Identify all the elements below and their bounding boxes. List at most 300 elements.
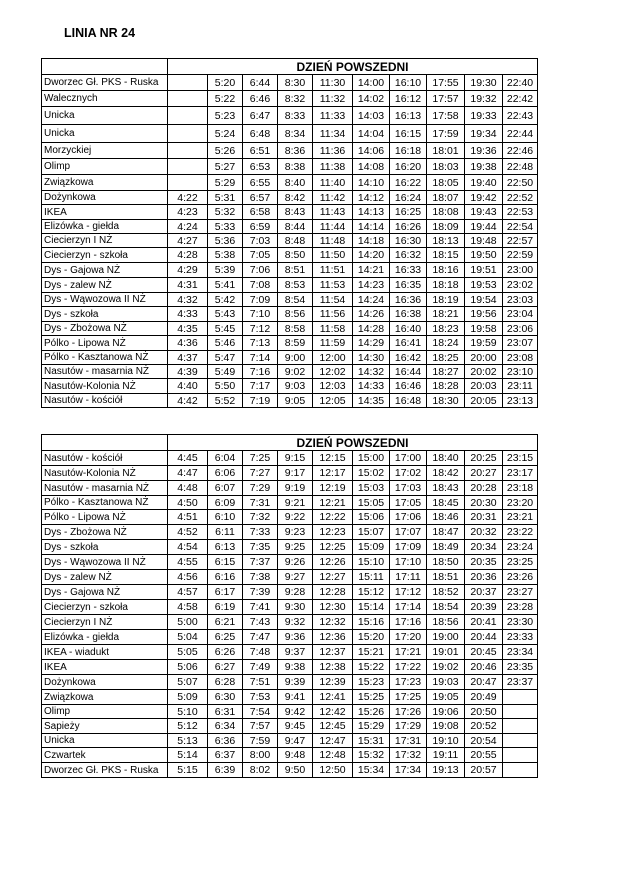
departure-time: 5:49 [208, 365, 243, 379]
departure-time: 6:25 [208, 630, 243, 645]
page-title: LINIA NR 24 [64, 26, 136, 40]
departure-time: 17:16 [390, 615, 427, 630]
departure-time: 19:59 [465, 336, 503, 351]
departure-time: 20:57 [465, 763, 503, 778]
table-row [42, 540, 538, 555]
departure-time: 15:20 [353, 630, 390, 645]
stop-name: Dys - Zbożowa NŻ [42, 322, 168, 336]
departure-time: 7:37 [243, 555, 278, 570]
departure-time: 6:37 [208, 748, 243, 763]
departure-time: 22:52 [503, 191, 538, 205]
departure-time: 15:05 [353, 496, 390, 510]
departure-time: 6:27 [208, 660, 243, 675]
departure-time: 6:07 [208, 481, 243, 496]
departure-time: 16:15 [390, 125, 427, 143]
departure-time: 19:32 [465, 91, 503, 107]
departure-time: 18:30 [427, 394, 465, 408]
departure-time: 6:48 [243, 125, 278, 143]
departure-time: 15:11 [353, 570, 390, 585]
departure-time: 22:43 [503, 107, 538, 125]
table-row [42, 263, 538, 278]
departure-time: 20:41 [465, 615, 503, 630]
departure-time: 7:25 [243, 451, 278, 466]
departure-time: 12:42 [313, 705, 353, 719]
departure-time [503, 748, 538, 763]
departure-time: 5:04 [168, 630, 208, 645]
departure-time: 18:54 [427, 600, 465, 615]
stop-name: Ciecierzyn I NŻ [42, 615, 168, 630]
departure-time: 6:53 [243, 159, 278, 175]
departure-time: 23:21 [503, 510, 538, 525]
departure-time: 19:33 [465, 107, 503, 125]
departure-time: 11:43 [313, 205, 353, 220]
departure-time: 5:50 [208, 379, 243, 394]
departure-time: 15:25 [353, 690, 390, 705]
departure-time: 12:39 [313, 675, 353, 690]
departure-time [503, 719, 538, 734]
departure-time: 9:41 [278, 690, 313, 705]
table-row [42, 351, 538, 365]
departure-time: 11:53 [313, 278, 353, 293]
departure-time: 7:54 [243, 705, 278, 719]
table-row [42, 107, 538, 125]
stop-name: Elizówka - giełda [42, 220, 168, 234]
departure-time: 18:25 [427, 351, 465, 365]
departure-time: 9:15 [278, 451, 313, 466]
departure-time: 15:07 [353, 525, 390, 540]
departure-time: 17:26 [390, 705, 427, 719]
departure-time: 7:43 [243, 615, 278, 630]
departure-time: 16:20 [390, 159, 427, 175]
departure-time: 6:58 [243, 205, 278, 220]
departure-time: 19:05 [427, 690, 465, 705]
departure-time: 18:47 [427, 525, 465, 540]
table-row [42, 496, 538, 510]
departure-time [168, 159, 208, 175]
stop-name: Ciecierzyn - szkoła [42, 248, 168, 263]
departure-time: 9:37 [278, 645, 313, 660]
departure-time: 9:02 [278, 365, 313, 379]
departure-time: 19:56 [465, 307, 503, 322]
departure-time: 6:57 [243, 191, 278, 205]
table-row [42, 248, 538, 263]
departure-time: 7:16 [243, 365, 278, 379]
departure-time: 6:34 [208, 719, 243, 734]
departure-time: 9:03 [278, 379, 313, 394]
stop-name: Unicka [42, 107, 168, 125]
departure-time: 4:55 [168, 555, 208, 570]
departure-time: 6:30 [208, 690, 243, 705]
departure-time: 18:49 [427, 540, 465, 555]
departure-time: 12:28 [313, 585, 353, 600]
departure-time: 22:46 [503, 143, 538, 159]
departure-time: 12:47 [313, 734, 353, 748]
departure-time: 5:46 [208, 336, 243, 351]
departure-time: 4:22 [168, 191, 208, 205]
departure-time: 20:32 [465, 525, 503, 540]
table-row [42, 690, 538, 705]
departure-time: 5:23 [208, 107, 243, 125]
departure-time: 9:32 [278, 615, 313, 630]
table-row [42, 143, 538, 159]
departure-time: 6:13 [208, 540, 243, 555]
departure-time: 8:58 [278, 322, 313, 336]
departure-time: 12:19 [313, 481, 353, 496]
stop-name: IKEA [42, 660, 168, 675]
departure-time: 23:22 [503, 525, 538, 540]
departure-time: 4:28 [168, 248, 208, 263]
departure-time: 16:10 [390, 75, 427, 91]
timetable-return [41, 434, 538, 778]
departure-time: 9:50 [278, 763, 313, 778]
departure-time: 15:34 [353, 763, 390, 778]
departure-time: 15:21 [353, 645, 390, 660]
departure-time: 7:31 [243, 496, 278, 510]
departure-time: 17:21 [390, 645, 427, 660]
table-row [42, 466, 538, 481]
departure-time: 9:42 [278, 705, 313, 719]
schedule-header: DZIEŃ POWSZEDNI [168, 435, 538, 451]
departure-time: 17:09 [390, 540, 427, 555]
departure-time: 16:40 [390, 322, 427, 336]
departure-time: 14:14 [353, 220, 390, 234]
departure-time: 23:34 [503, 645, 538, 660]
departure-time: 23:26 [503, 570, 538, 585]
departure-time: 4:57 [168, 585, 208, 600]
departure-time: 7:57 [243, 719, 278, 734]
departure-time: 23:07 [503, 336, 538, 351]
stop-name: Pólko - Kasztanowa NŻ [42, 496, 168, 510]
departure-time: 23:30 [503, 615, 538, 630]
departure-time: 14:33 [353, 379, 390, 394]
departure-time: 15:14 [353, 600, 390, 615]
departure-time: 17:14 [390, 600, 427, 615]
departure-time: 23:28 [503, 600, 538, 615]
departure-time: 4:32 [168, 293, 208, 307]
departure-time: 17:00 [390, 451, 427, 466]
table-row [42, 734, 538, 748]
departure-time: 7:10 [243, 307, 278, 322]
departure-time: 17:34 [390, 763, 427, 778]
departure-time: 7:29 [243, 481, 278, 496]
departure-time: 16:33 [390, 263, 427, 278]
departure-time: 15:26 [353, 705, 390, 719]
departure-time: 7:49 [243, 660, 278, 675]
departure-time: 6:17 [208, 585, 243, 600]
departure-time: 12:38 [313, 660, 353, 675]
departure-time: 15:29 [353, 719, 390, 734]
departure-time: 4:42 [168, 394, 208, 408]
departure-time: 18:19 [427, 293, 465, 307]
departure-time: 19:01 [427, 645, 465, 660]
departure-time: 4:54 [168, 540, 208, 555]
departure-time: 18:18 [427, 278, 465, 293]
departure-time: 16:18 [390, 143, 427, 159]
stop-name: IKEA [42, 205, 168, 220]
departure-time: 20:45 [465, 645, 503, 660]
stop-name: Związkowa [42, 175, 168, 191]
departure-time: 19:36 [465, 143, 503, 159]
departure-time: 12:15 [313, 451, 353, 466]
departure-time [168, 125, 208, 143]
stop-name: Nasutów-Kolonia NŻ [42, 379, 168, 394]
departure-time: 16:36 [390, 293, 427, 307]
stop-name: IKEA - wiadukt [42, 645, 168, 660]
departure-time: 7:35 [243, 540, 278, 555]
departure-time: 20:00 [465, 351, 503, 365]
stop-name: Dys - Gajowa NŻ [42, 585, 168, 600]
table-row [42, 125, 538, 143]
departure-time: 19:40 [465, 175, 503, 191]
departure-time: 23:03 [503, 293, 538, 307]
departure-time: 6:51 [243, 143, 278, 159]
departure-time [503, 763, 538, 778]
departure-time: 9:38 [278, 660, 313, 675]
stop-name: Dys - szkoła [42, 540, 168, 555]
departure-time: 17:02 [390, 466, 427, 481]
departure-time: 23:00 [503, 263, 538, 278]
departure-time: 5:09 [168, 690, 208, 705]
departure-time: 22:48 [503, 159, 538, 175]
table-row [42, 585, 538, 600]
departure-time: 18:16 [427, 263, 465, 278]
departure-time: 11:42 [313, 191, 353, 205]
departure-time: 14:26 [353, 307, 390, 322]
stop-name: Nasutów-Kolonia NŻ [42, 466, 168, 481]
departure-time: 5:15 [168, 763, 208, 778]
departure-time: 4:23 [168, 205, 208, 220]
departure-time: 5:39 [208, 263, 243, 278]
departure-time: 18:09 [427, 220, 465, 234]
departure-time: 20:31 [465, 510, 503, 525]
schedule-header: DZIEŃ POWSZEDNI [168, 59, 538, 75]
departure-time: 15:03 [353, 481, 390, 496]
departure-time: 20:05 [465, 394, 503, 408]
departure-time: 14:21 [353, 263, 390, 278]
departure-time: 12:48 [313, 748, 353, 763]
departure-time: 4:51 [168, 510, 208, 525]
departure-time: 8:38 [278, 159, 313, 175]
departure-time: 18:46 [427, 510, 465, 525]
departure-time: 23:08 [503, 351, 538, 365]
departure-time: 20:52 [465, 719, 503, 734]
table-row [42, 191, 538, 205]
departure-time: 20:54 [465, 734, 503, 748]
departure-time: 12:23 [313, 525, 353, 540]
departure-time: 12:32 [313, 615, 353, 630]
departure-time: 12:30 [313, 600, 353, 615]
departure-time: 14:30 [353, 351, 390, 365]
departure-time: 4:58 [168, 600, 208, 615]
departure-time: 11:48 [313, 234, 353, 248]
departure-time: 19:50 [465, 248, 503, 263]
departure-time: 4:24 [168, 220, 208, 234]
departure-time: 11:44 [313, 220, 353, 234]
stop-name: Nasutów - masarnia NŻ [42, 365, 168, 379]
stop-name: Pólko - Kasztanowa NŻ [42, 351, 168, 365]
departure-time: 22:42 [503, 91, 538, 107]
departure-time: 7:53 [243, 690, 278, 705]
departure-time: 20:37 [465, 585, 503, 600]
departure-time: 12:17 [313, 466, 353, 481]
departure-time: 6:15 [208, 555, 243, 570]
departure-time: 22:44 [503, 125, 538, 143]
departure-time: 8:51 [278, 263, 313, 278]
departure-time: 18:45 [427, 496, 465, 510]
departure-time: 4:47 [168, 466, 208, 481]
departure-time: 19:53 [465, 278, 503, 293]
departure-time: 20:55 [465, 748, 503, 763]
departure-time: 15:16 [353, 615, 390, 630]
table-row [42, 645, 538, 660]
departure-time: 19:08 [427, 719, 465, 734]
departure-time: 7:13 [243, 336, 278, 351]
departure-time: 17:59 [427, 125, 465, 143]
departure-time: 7:33 [243, 525, 278, 540]
departure-time: 23:33 [503, 630, 538, 645]
departure-time: 18:24 [427, 336, 465, 351]
timetable-outbound [41, 58, 538, 408]
departure-time: 7:12 [243, 322, 278, 336]
table-row [42, 451, 538, 466]
departure-time: 23:37 [503, 675, 538, 690]
departure-time: 4:27 [168, 234, 208, 248]
departure-time: 9:45 [278, 719, 313, 734]
departure-time [168, 143, 208, 159]
departure-time: 9:17 [278, 466, 313, 481]
departure-time: 5:20 [208, 75, 243, 91]
departure-time: 23:13 [503, 394, 538, 408]
table-row [42, 660, 538, 675]
departure-time: 14:08 [353, 159, 390, 175]
departure-time: 5:43 [208, 307, 243, 322]
departure-time: 8:33 [278, 107, 313, 125]
departure-time: 8:32 [278, 91, 313, 107]
departure-time: 19:02 [427, 660, 465, 675]
departure-time: 4:36 [168, 336, 208, 351]
departure-time: 4:40 [168, 379, 208, 394]
departure-time: 17:07 [390, 525, 427, 540]
departure-time: 9:05 [278, 394, 313, 408]
departure-time: 8:34 [278, 125, 313, 143]
stop-name: Nasutów - masarnia NŻ [42, 481, 168, 496]
departure-time: 16:42 [390, 351, 427, 365]
header-blank-cell [42, 435, 168, 451]
departure-time: 8:42 [278, 191, 313, 205]
departure-time: 5:05 [168, 645, 208, 660]
table-row [42, 748, 538, 763]
departure-time: 20:28 [465, 481, 503, 496]
departure-time: 14:12 [353, 191, 390, 205]
departure-time: 7:09 [243, 293, 278, 307]
departure-time: 19:42 [465, 191, 503, 205]
stop-name: Dworzec Gł. PKS - Ruska [42, 75, 168, 91]
stop-name: Dys - zalew NŻ [42, 570, 168, 585]
departure-time: 5:38 [208, 248, 243, 263]
departure-time: 8:43 [278, 205, 313, 220]
departure-time: 15:32 [353, 748, 390, 763]
departure-time: 14:03 [353, 107, 390, 125]
departure-time: 17:25 [390, 690, 427, 705]
departure-time: 17:32 [390, 748, 427, 763]
table-row [42, 365, 538, 379]
departure-time: 6:55 [243, 175, 278, 191]
departure-time: 6:46 [243, 91, 278, 107]
departure-time: 5:13 [168, 734, 208, 748]
table-row [42, 615, 538, 630]
departure-time: 6:04 [208, 451, 243, 466]
stop-name: Dworzec Gł. PKS - Ruska [42, 763, 168, 778]
departure-time: 16:44 [390, 365, 427, 379]
departure-time: 18:43 [427, 481, 465, 496]
departure-time: 14:10 [353, 175, 390, 191]
departure-time: 11:50 [313, 248, 353, 263]
departure-time: 16:25 [390, 205, 427, 220]
departure-time: 6:09 [208, 496, 243, 510]
departure-time: 6:39 [208, 763, 243, 778]
departure-time: 11:36 [313, 143, 353, 159]
stop-name: Unicka [42, 734, 168, 748]
departure-time: 20:27 [465, 466, 503, 481]
departure-time: 23:20 [503, 496, 538, 510]
departure-time: 6:31 [208, 705, 243, 719]
departure-time: 7:59 [243, 734, 278, 748]
departure-time: 6:28 [208, 675, 243, 690]
departure-time: 22:50 [503, 175, 538, 191]
departure-time: 16:30 [390, 234, 427, 248]
departure-time: 15:06 [353, 510, 390, 525]
departure-time: 9:27 [278, 570, 313, 585]
departure-time: 11:30 [313, 75, 353, 91]
departure-time: 15:00 [353, 451, 390, 466]
departure-time: 18:07 [427, 191, 465, 205]
table-row [42, 75, 538, 91]
departure-time: 17:57 [427, 91, 465, 107]
stop-name: Morzyckiej [42, 143, 168, 159]
departure-time: 16:48 [390, 394, 427, 408]
departure-time: 7:39 [243, 585, 278, 600]
departure-time: 12:27 [313, 570, 353, 585]
departure-time: 9:25 [278, 540, 313, 555]
departure-time: 16:46 [390, 379, 427, 394]
departure-time: 18:03 [427, 159, 465, 175]
departure-time: 18:51 [427, 570, 465, 585]
departure-time: 22:57 [503, 234, 538, 248]
departure-time: 8:00 [243, 748, 278, 763]
departure-time: 5:10 [168, 705, 208, 719]
departure-time: 16:26 [390, 220, 427, 234]
departure-time: 11:59 [313, 336, 353, 351]
departure-time: 17:12 [390, 585, 427, 600]
table-row [42, 705, 538, 719]
departure-time: 9:39 [278, 675, 313, 690]
table-row [42, 205, 538, 220]
departure-time: 16:12 [390, 91, 427, 107]
departure-time: 4:29 [168, 263, 208, 278]
departure-time: 23:06 [503, 322, 538, 336]
departure-time: 5:07 [168, 675, 208, 690]
departure-time: 12:21 [313, 496, 353, 510]
stop-name: Dys - szkoła [42, 307, 168, 322]
departure-time: 11:54 [313, 293, 353, 307]
departure-time: 14:18 [353, 234, 390, 248]
stop-name: Olimp [42, 159, 168, 175]
stop-name: Ciecierzyn I NŻ [42, 234, 168, 248]
departure-time: 6:16 [208, 570, 243, 585]
departure-time: 23:27 [503, 585, 538, 600]
departure-time: 19:58 [465, 322, 503, 336]
departure-time: 18:13 [427, 234, 465, 248]
